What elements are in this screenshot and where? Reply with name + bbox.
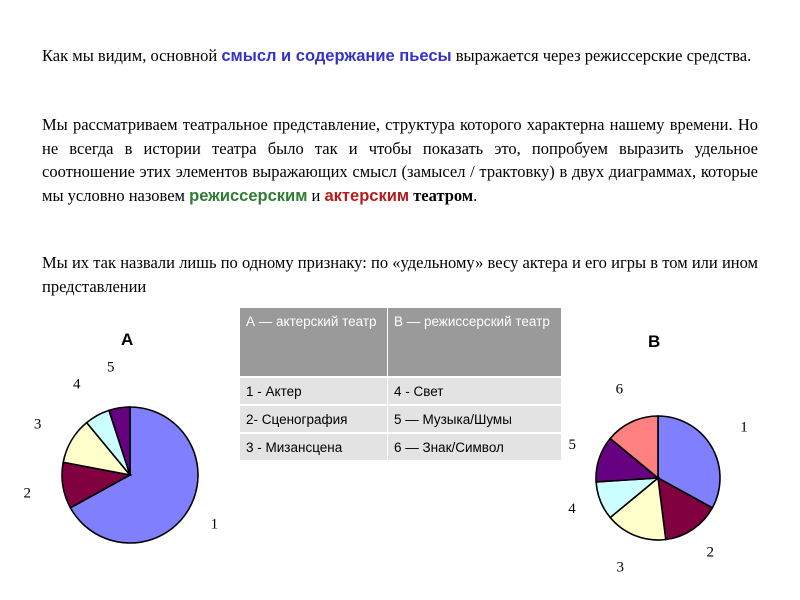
pie-chart-b bbox=[540, 370, 790, 595]
legend-row bbox=[240, 433, 562, 460]
p2-text-c: и bbox=[307, 185, 325, 205]
legend-header-row bbox=[240, 308, 562, 377]
pie-b-label-5: 5 bbox=[568, 436, 576, 453]
legend-row bbox=[240, 405, 562, 433]
paragraph-3: Мы их так назвали лишь по одному признаку: по «удельному» весу актера и его игры в том или ином представлении bbox=[42, 253, 758, 296]
pie-a-label-4: 4 bbox=[73, 376, 81, 393]
p1-text-c: выражается через режиссерские средства. bbox=[451, 46, 752, 65]
pie-b-label-4: 4 bbox=[568, 501, 576, 518]
pie-b-label-6: 6 bbox=[615, 381, 624, 398]
legend-cell: 6 — Знак/Символ bbox=[387, 433, 561, 460]
legend-cell: 2- Сценография bbox=[240, 405, 387, 433]
pie-chart-a bbox=[0, 360, 260, 590]
pie-a-label-2: 2 bbox=[23, 485, 31, 502]
pie-b-label-2: 2 bbox=[706, 544, 715, 561]
p2-highlight-director: режиссерским bbox=[189, 186, 308, 205]
p1-highlight-meaning: смысл и содержание пьесы bbox=[221, 47, 452, 65]
chart-b-title: B bbox=[648, 332, 661, 351]
pie-b-label-1: 1 bbox=[740, 419, 748, 436]
paragraph-2 bbox=[42, 113, 758, 208]
legend-row bbox=[240, 377, 562, 405]
legend-cell: 4 - Свет bbox=[387, 377, 561, 405]
p2-text-theatre: театром bbox=[409, 185, 474, 205]
pie-a-label-3: 3 bbox=[33, 416, 42, 433]
p1-text-a: Как мы видим, основной bbox=[42, 46, 222, 65]
p2-text-f: . bbox=[473, 185, 478, 205]
legend-cell: 1 - Актер bbox=[240, 377, 387, 405]
legend-header-b: В — режиссерский театр bbox=[387, 308, 561, 377]
p2-highlight-actor: актерским bbox=[324, 186, 410, 205]
pie-b-label-3: 3 bbox=[616, 559, 625, 576]
chart-a-title: A bbox=[121, 330, 134, 349]
pie-a-label-1: 1 bbox=[210, 516, 219, 533]
legend-table bbox=[240, 308, 562, 460]
legend-cell: 3 - Мизансцена bbox=[240, 433, 387, 460]
pie-a-label-5: 5 bbox=[106, 359, 115, 376]
legend-cell: 5 — Музыка/Шумы bbox=[387, 405, 561, 433]
p2-text-a: Мы рассматриваем театральное представление, структура которого характерна нашему времени. Но не всегда в истории театра было так и чтобы показать это, попробуем выразить удельное соотношение этих элементов выражающих смысл (замысел / трактовку) в двух диаграммах, которые мы условно назовем bbox=[42, 115, 758, 205]
paragraph-1 bbox=[42, 44, 758, 69]
legend-header-a: А — актерский театр bbox=[240, 308, 387, 377]
